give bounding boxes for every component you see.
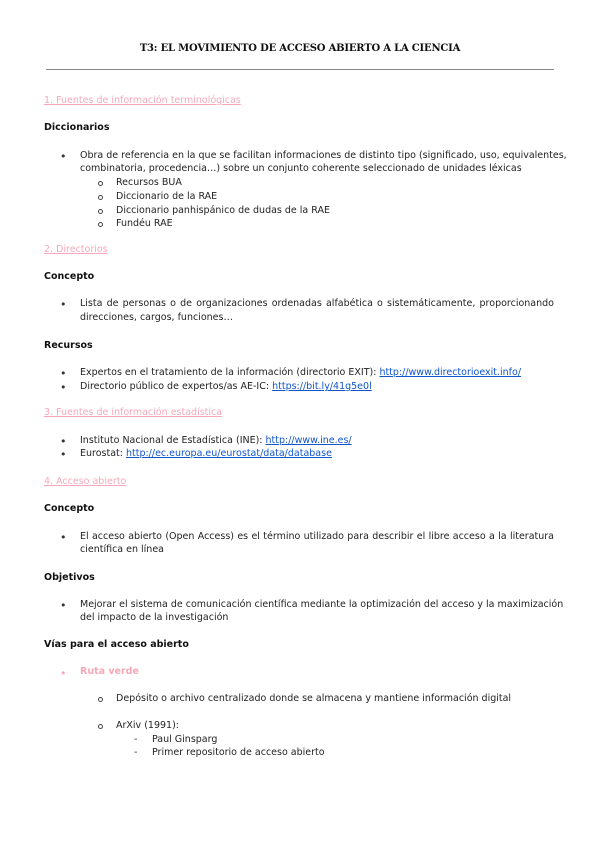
bullet-icon: • xyxy=(60,531,67,544)
dash-bullet-icon: - xyxy=(134,734,138,745)
link-bitly[interactable]: https://bit.ly/41g5e0l xyxy=(272,381,372,392)
list-item-diccionario-rae: Diccionario de la RAE xyxy=(116,191,218,202)
circle-bullet-icon xyxy=(98,222,103,227)
circle-bullet-icon xyxy=(98,181,103,186)
bullet-icon: • xyxy=(60,150,67,163)
link-directorioexit[interactable]: http://www.directorioexit.info/ xyxy=(379,367,522,378)
bullet-icon: • xyxy=(60,667,67,680)
recurso-aeic xyxy=(80,381,372,392)
bullet-icon: • xyxy=(60,367,67,380)
section-4-heading[interactable]: 4. Acceso abierto xyxy=(44,476,127,487)
bullet-icon: • xyxy=(60,599,67,612)
bullet-icon: • xyxy=(60,448,67,461)
subheading-concepto: Concepto xyxy=(44,271,95,282)
list-item-recursos-bua: Recursos BUA xyxy=(116,177,182,188)
objetivos-line-1: Mejorar el sistema de comunicación científica mediante la optimización del acceso y la maximización xyxy=(80,599,564,610)
subheading-concepto-oa: Concepto xyxy=(44,503,95,514)
page-title: T3: EL MOVIMIENTO DE ACCESO ABIERTO A LA CIENCIA xyxy=(139,43,461,54)
circle-bullet-icon xyxy=(98,724,103,729)
recurso-aeic-text: Directorio público de expertos/as AE-IC: xyxy=(80,381,273,392)
subheading-recursos: Recursos xyxy=(44,340,93,351)
objetivos-line-2: del impacto de la investigación xyxy=(80,612,229,623)
subheading-vias: Vías para el acceso abierto xyxy=(44,639,189,650)
arxiv-item-primer-repositorio: Primer repositorio de acceso abierto xyxy=(152,747,325,758)
bullet-icon: • xyxy=(60,298,67,311)
dash-bullet-icon: - xyxy=(134,747,138,758)
list-item-panhispanico: Diccionario panhispánico de dudas de la RAE xyxy=(116,205,330,216)
oa-concepto-line-2: científica en línea xyxy=(80,544,164,555)
fuente-ine xyxy=(80,435,352,446)
oa-concepto-line-1: El acceso abierto (Open Access) es el término utilizado para describir el libre acceso a la literatura xyxy=(80,531,554,542)
fuente-ine-text: Instituto Nacional de Estadística (INE): xyxy=(80,435,266,446)
ruta-verde-item-arxiv: ArXiv (1991): xyxy=(116,720,179,731)
recurso-exit-text: Expertos en el tratamiento de la información (directorio EXIT): xyxy=(80,367,380,378)
circle-bullet-icon xyxy=(98,209,103,214)
fuente-eurostat xyxy=(80,448,332,459)
ruta-verde-label: Ruta verde xyxy=(80,666,139,677)
section-1-heading[interactable]: 1. Fuentes de información terminológicas xyxy=(44,95,241,106)
directorios-line-1: Lista de personas o de organizaciones ordenadas alfabética o sistemáticamente, proporcionando xyxy=(80,298,554,309)
section-2-heading[interactable]: 2. Directorios xyxy=(44,244,108,255)
list-item-fundeu: Fundéu RAE xyxy=(116,218,173,229)
subheading-diccionarios: Diccionarios xyxy=(44,122,110,133)
title-divider xyxy=(46,69,554,70)
circle-bullet-icon xyxy=(98,697,103,702)
diccionarios-line-1: Obra de referencia en la que se facilitan informaciones de distinto tipo (significado, uso, equivalentes, xyxy=(80,150,567,161)
diccionarios-line-2: combinatoria, procedencia…) sobre un conjunto coherente seleccionado de unidades léxicas xyxy=(80,163,522,174)
section-3-heading[interactable]: 3. Fuentes de información estadística xyxy=(44,407,223,418)
fuente-eurostat-text: Eurostat: xyxy=(80,448,126,459)
arxiv-item-ginsparg: Paul Ginsparg xyxy=(152,734,218,745)
link-eurostat[interactable]: http://ec.europa.eu/eurostat/data/database xyxy=(125,448,332,459)
link-ine[interactable]: http://www.ine.es/ xyxy=(265,435,352,446)
directorios-line-2: direcciones, cargos, funciones… xyxy=(80,312,233,323)
bullet-icon: • xyxy=(60,381,67,394)
recurso-exit xyxy=(80,367,521,378)
bullet-icon: • xyxy=(60,435,67,448)
ruta-verde-item-deposito: Depósito o archivo centralizado donde se almacena y mantiene información digital xyxy=(116,693,512,704)
circle-bullet-icon xyxy=(98,195,103,200)
subheading-objetivos: Objetivos xyxy=(44,572,95,583)
